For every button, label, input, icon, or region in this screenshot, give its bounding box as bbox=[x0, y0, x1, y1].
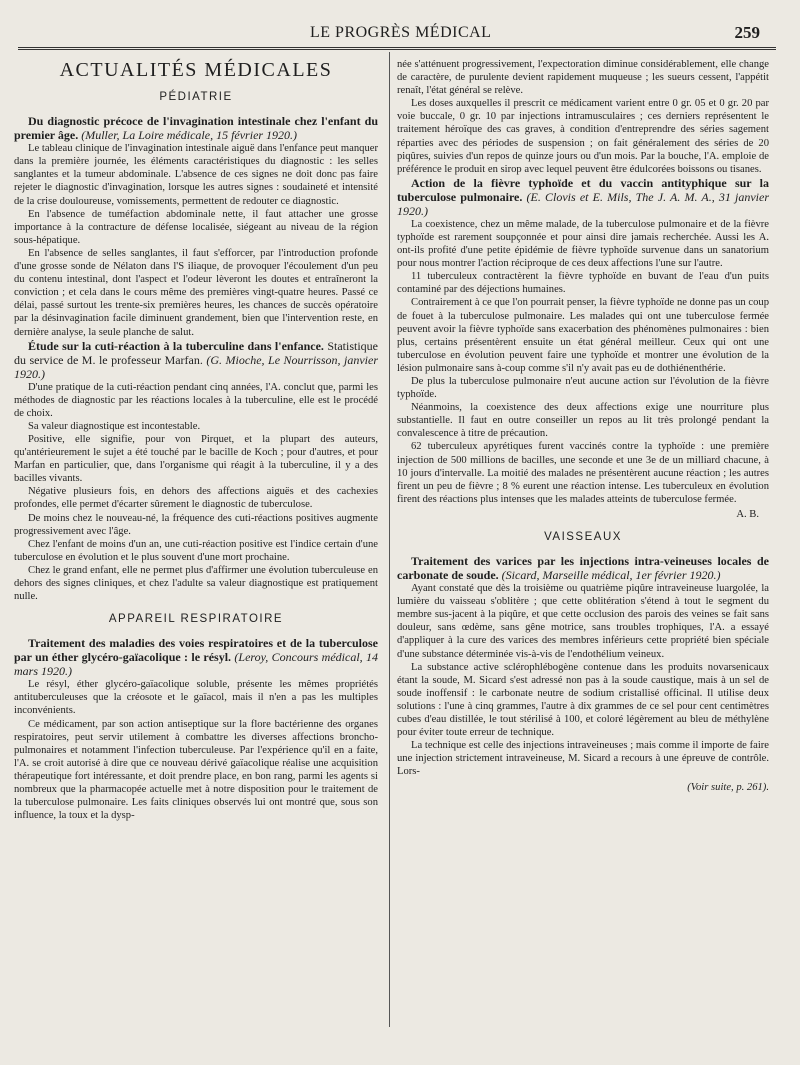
paragraph: En l'absence de selles sanglantes, il faut s'efforcer, par l'introduction profonde d'une grosse sonde de Nélaton dans l'S iliaque, de provoquer l'écoulement d'un peu du contenu intestinal, dont l'aspect et l'odeur lèveront les doutes et entraîneront la conviction ; et cela dans le cours même des premières vingt-quatre heures. Passé ce délai, passé surtout les trente-six premières heures, les chances de succès opératoire par la désinvagination facile diminuent grandement, bien que l'intervention reste, en dernière analyse, la seule planche de salut. bbox=[14, 247, 378, 338]
article-heading bbox=[14, 636, 378, 678]
article-title: Étude sur la cuti-réaction à la tuberculine dans l'enfance. bbox=[28, 338, 324, 353]
article-title: Du diagnostic précoce de l'invagination intestinale chez l'enfant du premier âge. bbox=[14, 114, 378, 143]
article-source: (G. Mioche, Le Nourrisson, janvier 1920.) bbox=[14, 352, 379, 381]
paragraph: De moins chez le nouveau-né, la fréquence des cuti-réactions positives augmente progressivement avec l'âge. bbox=[14, 512, 378, 537]
paragraph: Sa valeur diagnostique est incontestable. bbox=[28, 420, 201, 432]
article-source: (Sicard, Marseille médical, 1er février 1920.) bbox=[501, 568, 721, 583]
continued-note: (Voir suite, p. 261). bbox=[687, 781, 769, 793]
paragraph: La technique est celle des injections intraveineuses ; mais comme il importe de faire une injection strictement intraveineuse, M. Sicard a recours à une épreuve de contrôle. Lors- bbox=[397, 740, 769, 778]
right-column bbox=[397, 58, 769, 794]
article-source: (Leroy, Concours médical, 14 mars 1920.) bbox=[14, 650, 379, 679]
paragraph: née s'atténuent progressivement, l'expectoration diminue considérablement, elle change de caractère, de purulente devient rapidement muqueuse ; les sueurs cessent, l'appétit renaît, l'état général se relève. bbox=[397, 59, 769, 97]
paragraph: La coexistence, chez un même malade, de la tuberculose pulmonaire et de la fièvre typhoïde est rarement soupçonnée et pour ainsi dire jamais recherchée. Aussi les A. ont-ils profité d'une petite épidémie de fièvre typhoïde survenue dans un sanatorium pour nous montrer l'action réciproque de ces deux affections l'une sur l'autre. bbox=[397, 218, 769, 270]
paragraph: Ce médicament, par son action antiseptique sur la flore bactérienne des organes respiratoires, peut servir utilement à combattre les diverses affections broncho-pulmonaires et notamment l'infection tuberculeuse. Par l'expérience qu'il en a faite, l'A. se croit autorisé à dire que ce nouveau dérivé gaïacolique réalise une acquisition thérapeutique fort intéressante, et doit prendre place, en bon rang, parmi les agents si nombreux que la pharmacopée actuelle met à notre disposition pour le traitement de la tuberculose pulmonaire. Les faits cliniques observés lui ont montré que, sous son influence, la toux et la dysp- bbox=[14, 718, 378, 822]
paragraph: Chez l'enfant de moins d'un an, une cuti-réaction positive est l'indice certain d'une tuberculose en évolution et le plus souvent d'une mort prochaine. bbox=[14, 538, 378, 563]
paragraph: Négative plusieurs fois, en dehors des affections aiguës et des cachexies profondes, elle permet d'écarter sûrement le diagnostic de tuberculose. bbox=[14, 486, 378, 511]
article-subtitle: Statistique du service de M. le professeur Marfan. bbox=[14, 338, 378, 367]
paragraph: Le tableau clinique de l'invagination intestinale aiguë dans l'enfance peut manquer dans la première journée, les éléments caractéristiques du diagnostic : les selles sanglantes et la tumeur abdominale. L'absence de ces signes ne doit donc pas faire rejeter le diagnostic d'invagination, lorsque les autres signes : soudaineté et intensité de la crise douloureuse, vomissements, permettent de redouter ce diagnostic. bbox=[14, 143, 378, 207]
page-number: 259 bbox=[734, 23, 760, 42]
article-heading bbox=[397, 554, 769, 582]
article-heading bbox=[397, 176, 769, 218]
article-title: Traitement des varices par les injections intra-veineuses locales de carbonate de soude. bbox=[397, 554, 769, 583]
paragraph: Le résyl, éther glycéro-gaïacolique soluble, présente les mêmes propriétés antituberculeuses que la créosote et le gaïacol, mais il n'en a pas les multiples inconvénients. bbox=[14, 679, 378, 717]
rubric-vaisseaux: VAISSEAUX bbox=[544, 531, 622, 543]
paragraph: D'une pratique de la cuti-réaction pendant cinq années, l'A. conclut que, parmi les méthodes de diagnostic par les réactions locales à la tuberculine, elle est le procédé de choix. bbox=[14, 381, 378, 419]
article-title: Action de la fièvre typhoïde et du vaccin antityphique sur la tuberculose pulmonaire. bbox=[397, 175, 769, 204]
paragraph: Néanmoins, la coexistence des deux affections exige une nourriture plus substantielle. Il faut en outre conseiller un repos au lit très prolongé pendant la convalescence à titre de précaution. bbox=[397, 402, 769, 440]
journal-title: LE PROGRÈS MÉDICAL bbox=[310, 24, 492, 41]
paragraph: De plus la tuberculose pulmonaire n'eut aucune action sur l'évolution de la fièvre typhoïde. bbox=[397, 375, 769, 401]
article-source: (E. Clovis et E. Mils, The J. A. M. A., 31 janvier 1920.) bbox=[397, 189, 770, 218]
article-heading bbox=[14, 114, 378, 142]
article-title: Traitement des maladies des voies respiratoires et de la tuberculose par un éther glycéro-gaïacolique : le résyl. bbox=[14, 636, 378, 665]
paragraph: Chez le grand enfant, elle ne permet plus d'affirmer une évolution tuberculeuse en dehors des signes cliniques, et chez l'adulte sa valeur diagnostique est pratiquement nulle. bbox=[14, 564, 378, 603]
rubric-appareil-respiratoire: APPAREIL RESPIRATOIRE bbox=[108, 613, 284, 626]
paragraph: Positive, elle signifie, pour von Pirquet, et la plupart des auteurs, qu'antérieurement le sujet a été touché par le bacille de Koch ; pour d'autres, et pour Marfan en particulier, que, dans l'organisme qui réagit à la tuberculine, il y a des bacilles vivants. bbox=[14, 433, 378, 485]
column-divider bbox=[389, 52, 390, 1027]
author-signature: A. B. bbox=[736, 508, 759, 520]
article-source: (Muller, La Loire médicale, 15 février 1920.) bbox=[81, 128, 298, 143]
paragraph: Ayant constaté que dès la troisième ou quatrième piqûre intraveineuse luargolée, la lumière du vaisseau s'oblitère ; que cette oblitération s'étend à tout le segment du membre sus-jacent à la piqûre, et que cette occlusion des parois des veines se fait sans douleur, sans œdème, sans gêne motrice, sans troubles trophiques, l'A. a essayé d'appliquer à la cure des varices des membres inférieurs cette propriété bien spéciale d'une substance déterminée vis-à-vis de l'endothélium veineux. bbox=[397, 583, 769, 660]
paragraph: Contrairement à ce que l'on pourrait penser, la fièvre typhoïde ne donne pas un coup de fouet à la tuberculose pulmonaire. Les malades qui ont une tuberculose fermée peuvent avoir la fièvre typhoïde sans exacerbation des phénomènes pulmonaires : bien plus, certains présentèrent ensuite un état général meilleur. Ceux qui ont une tuberculose en évolution peuvent faire une typhoïde et montrer une évolution de la lésion pulmonaire sans à-coup comme s'il n'y avait pas eu de dothiénenthérie. bbox=[397, 297, 769, 374]
paragraph: 11 tuberculeux contractèrent la fièvre typhoïde en buvant de l'eau d'un puits contaminé par des déjections humaines. bbox=[397, 271, 769, 296]
header-rule bbox=[18, 47, 776, 50]
rubric-pediatrie: PÉDIATRIE bbox=[159, 91, 233, 104]
paragraph: La substance active sclérophlébogène contenue dans les produits novarsenicaux étant la soude, M. Sicard s'est adressé non pas à la soude caustique, mais à un sel de soude inoffensif : le carbonate neutre de sodium cristallisé officinal. Il utilise deux solutions : l'une à cinq grammes, l'autre à dix grammes de ce sel pour cent centimètres cubes d'eau distillée, le tout stérilisé à 100, et coloré légèrement au bleu de méthylène pour éviter toute erreur de technique. bbox=[397, 661, 769, 739]
paragraph: En l'absence de tuméfaction abdominale nette, il faut attacher une grosse importance à la contracture de défense localisée, siégeant au niveau de la région sous-hépatique. bbox=[14, 208, 378, 246]
left-column bbox=[14, 58, 378, 822]
paragraph: Les doses auxquelles il prescrit ce médicament varient entre 0 gr. 05 et 0 gr. 20 par voie buccale, 0 gr. 10 par injections intramusculaires ; ces derniers représentent le traitement héroïque des cas graves, à condition d'entreprendre des séries sagement réparties avec des périodes de suspension ; on fait généralement des séries de 20 piqûres, suivies d'un repos de quinze jours ou d'un mois. Par la bouche, l'A. emploie de préférence le produit en sirop avec lequel peuvent être édulcorées boissons ou tisanes. bbox=[397, 98, 769, 175]
article-heading bbox=[14, 339, 378, 381]
section-title: ACTUALITÉS MÉDICALES bbox=[59, 59, 333, 81]
running-header bbox=[0, 24, 800, 46]
paragraph: 62 tuberculeux apyrétiques furent vaccinés contre la typhoïde : une première injection de 500 millions de bacilles, une seconde et une 3e de un milliard chacune, à 10 jours d'intervalle. La moitié des malades ne présentèrent aucune réaction ; les autres firent un peu de fièvre ; 8 % eurent une réaction intense. Les tuberculeux en évolution firent des réactions plus intenses que les malades atteints de tuberculose fermée. bbox=[397, 441, 769, 505]
